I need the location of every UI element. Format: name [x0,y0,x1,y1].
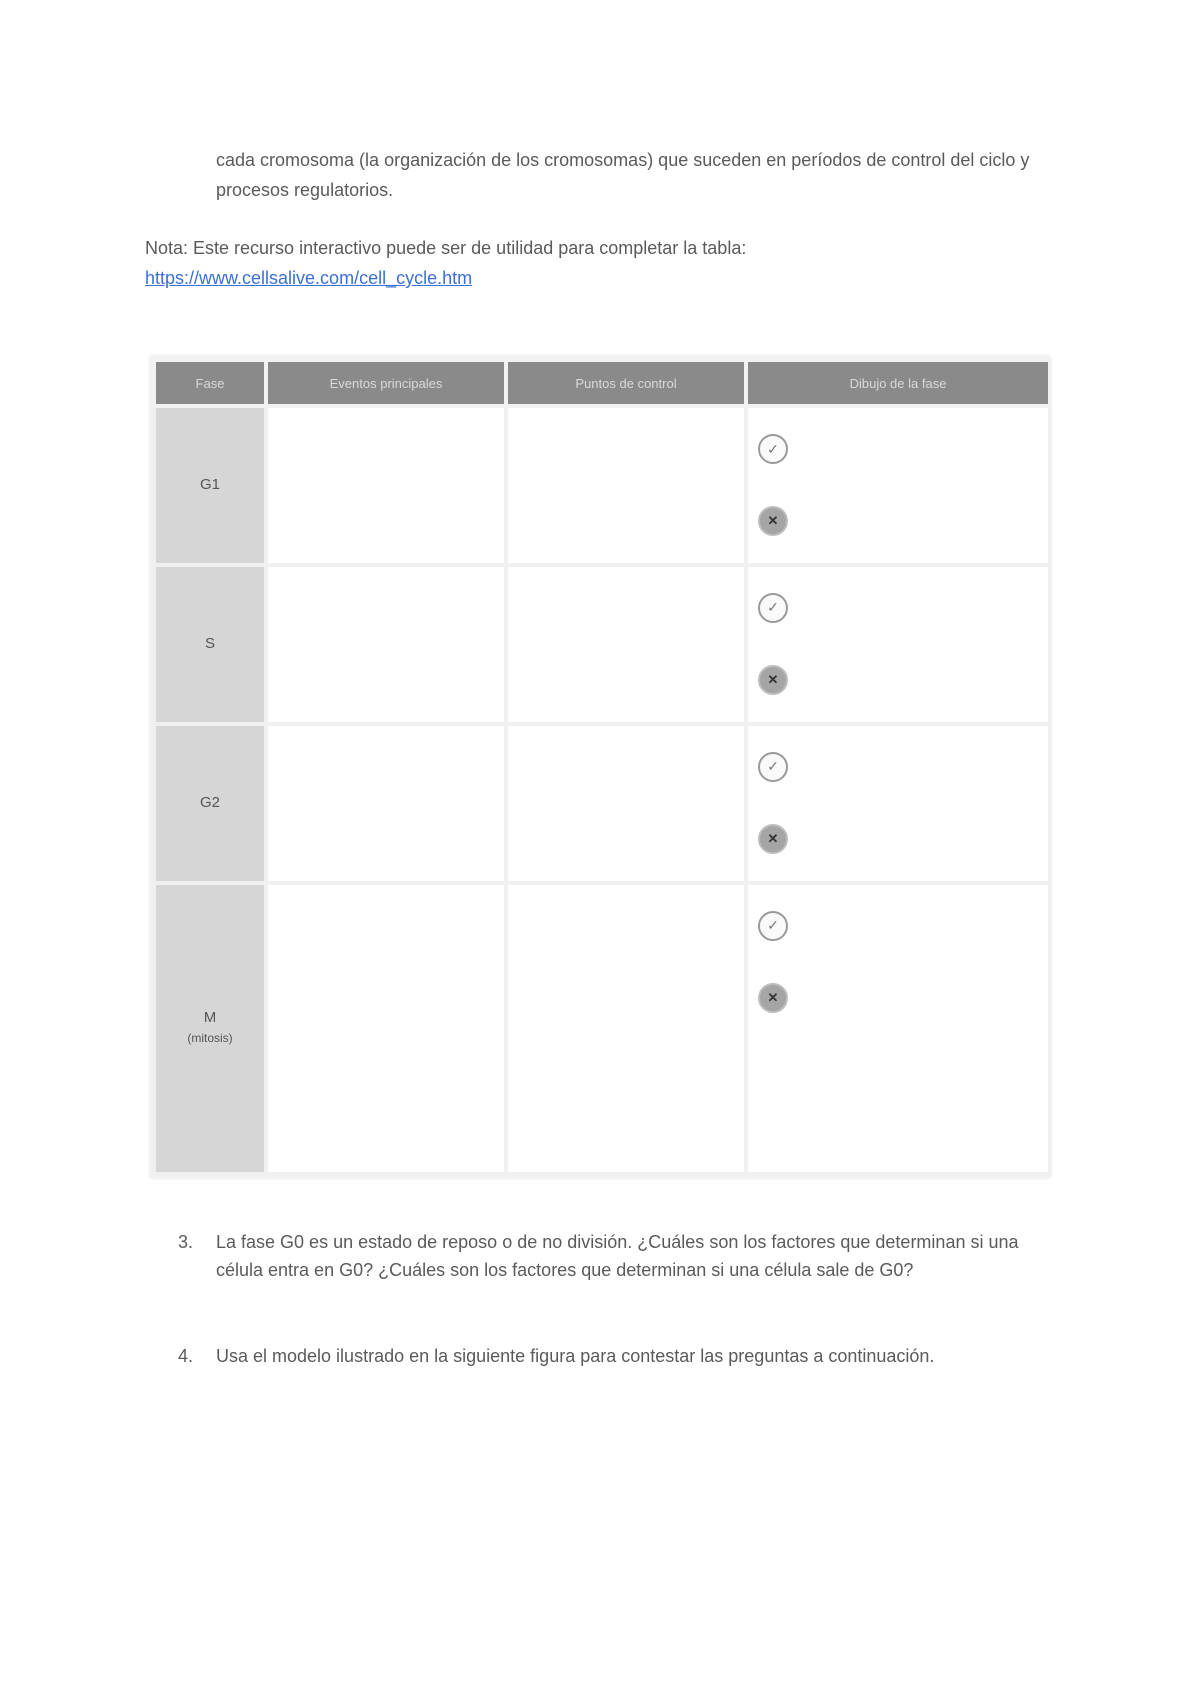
cross-circle-icon[interactable]: ✕ [758,665,788,695]
question-text: La fase G0 es un estado de reposo o de no división. ¿Cuáles son los factores que determinan si una célula entra en G0? ¿Cuáles son los factores que determinan si una célula sale de G0? [216,1232,1019,1280]
drawing-cell[interactable] [746,883,1050,1174]
table-header-row [154,360,1050,406]
checkpoints-cell[interactable] [506,406,746,565]
check-circle-icon[interactable]: ✓ [758,434,788,464]
drawing-cell[interactable] [746,724,1050,883]
question-text: Usa el modelo ilustrado en la siguiente figura para contestar las preguntas a continuación. [216,1346,935,1366]
phase-label: G1 [199,476,220,494]
phase-cell [154,406,266,565]
question-3 [178,1228,1038,1284]
cell-cycle-table [152,358,1052,1176]
events-cell[interactable] [266,724,506,883]
check-circle-icon[interactable]: ✓ [758,593,788,623]
header-checkpoints: Puntos de control [506,360,746,406]
phase-label: G2 [199,794,220,812]
header-events: Eventos principales [266,360,506,406]
check-circle-icon[interactable]: ✓ [758,752,788,782]
table-row [154,883,1050,1174]
phase-cell [154,565,266,724]
table-row [154,565,1050,724]
note-paragraph: Nota: Este recurso interactivo puede ser de utilidad para completar la tabla: [145,238,747,258]
question-number: 4. [178,1346,194,1366]
drawing-cell[interactable] [746,406,1050,565]
check-circle-icon[interactable]: ✓ [758,911,788,941]
question-4 [178,1342,1038,1370]
phase-cell [154,724,266,883]
checkpoints-cell[interactable] [506,724,746,883]
cross-circle-icon[interactable]: ✕ [758,506,788,536]
events-cell[interactable] [266,406,506,565]
table-row [154,724,1050,883]
checkpoints-cell[interactable] [506,883,746,1174]
phase-cell [154,883,266,1174]
resource-link[interactable]: https://www.cellsalive.com/cell_cycle.htm [145,268,473,288]
drawing-cell[interactable] [746,565,1050,724]
phase-label: M [203,1009,217,1027]
events-cell[interactable] [266,565,506,724]
cell-cycle-table-wrapper [150,356,1050,1178]
cross-circle-icon[interactable]: ✕ [758,983,788,1013]
phase-sublabel: (mitosis) [187,1031,233,1046]
question-number: 3. [178,1232,194,1252]
checkpoints-cell[interactable] [506,565,746,724]
header-drawing: Dibujo de la fase [746,360,1050,406]
table-row [154,406,1050,565]
header-phase: Fase [154,360,266,406]
events-cell[interactable] [266,883,506,1174]
cross-circle-icon[interactable]: ✕ [758,824,788,854]
phase-label: S [204,635,215,653]
intro-paragraph: cada cromosoma (la organización de los cromosomas) que suceden en períodos de control del ciclo y procesos regulatorios. [216,150,1030,200]
